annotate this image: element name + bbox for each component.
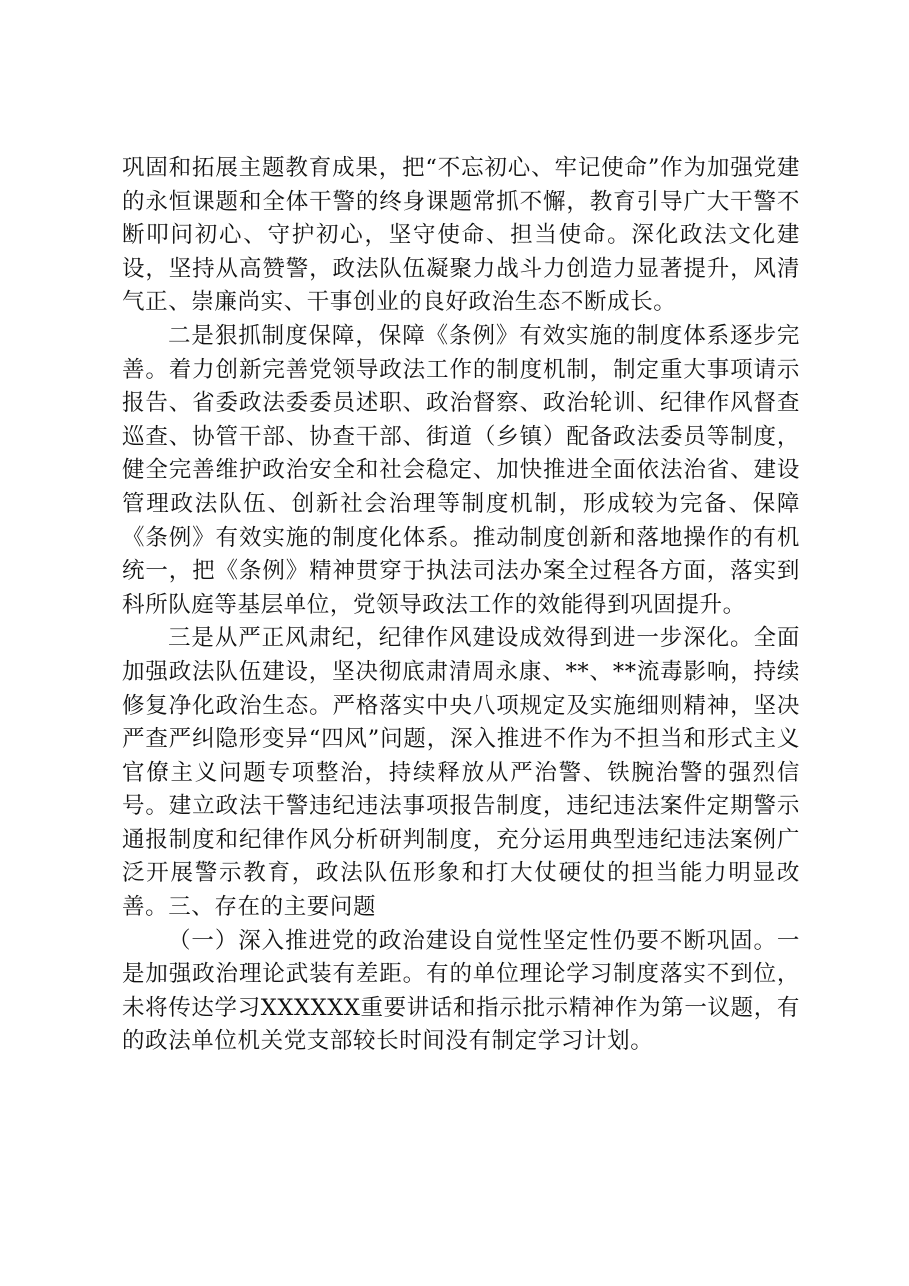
paragraph-4: （一）深入推进党的政治建设自觉性坚定性仍要不断巩固。一是加强政治理论武装有差距。有的单位理论学习制度落实不到位，未将传达学习XXXXXX重要讲话和指示批示精神作为第一议题，有的政法单位机关党支部较长时间没有制定学习计划。 — [122, 927, 800, 1055]
paragraph-2: 二是狠抓制度保障，保障《条例》有效实施的制度体系逐步完善。着力创新完善党领导政法工作的制度机制，制定重大事项请示报告、省委政法委委员述职、政治督察、政治轮训、纪律作风督查巡查、协管干部、协查干部、街道（乡镇）配备政法委员等制度，健全完善维护政治安全和社会稳定、加快推进全面依法治省、建设管理政法队伍、创新社会治理等制度机制，形成较为完备、保障《条例》有效实施的制度化体系。推动制度创新和落地操作的有机统一，把《条例》精神贯穿于执法司法办案全过程各方面，落实到科所队庭等基层单位，党领导政法工作的效能得到巩固提升。 — [122, 322, 800, 618]
paragraph-1: 巩固和拓展主题教育成果，把“不忘初心、牢记使命”作为加强党建的永恒课题和全体干警的终身课题常抓不懈，教育引导广大干警不断叩问初心、守护初心，坚守使命、担当使命。深化政法文化建设，坚持从高赞警，政法队伍凝聚力战斗力创造力显著提升，风清气正、崇廉尚实、干事创业的良好政治生态不断成长。 — [122, 155, 800, 316]
document-body — [122, 152, 800, 1059]
paragraph-3: 三是从严正风肃纪，纪律作风建设成效得到进一步深化。全面加强政法队伍建设，坚决彻底肃清周永康、**、**流毒影响，持续修复净化政治生态。严格落实中央八项规定及实施细则精神，坚决严查严纠隐形变异“四风”问题，深入推进不作为不担当和形式主义官僚主义问题专项整治，持续释放从严治警、铁腕治警的强烈信号。建立政法干警违纪违法事项报告制度，违纪违法案件定期警示通报制度和纪律作风分析研判制度，充分运用典型违纪违法案例广泛开展警示教育，政法队伍形象和打大仗硬仗的担当能力明显改善。三、存在的主要问题 — [122, 625, 800, 921]
